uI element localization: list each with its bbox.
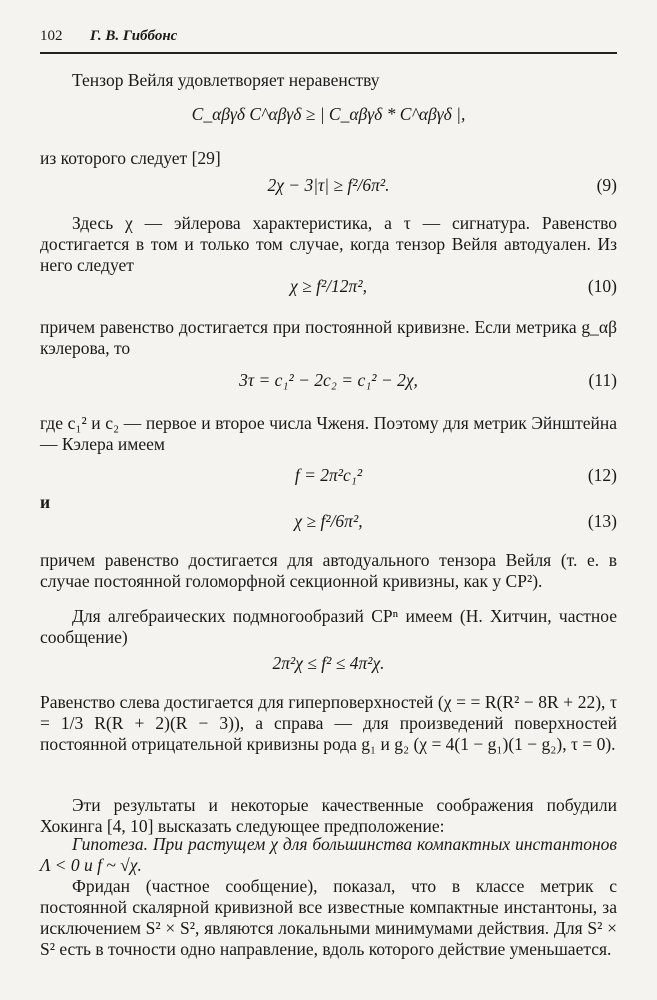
paragraph: Фридан (частное сообщение), показал, что в классе метрик с постоянной скалярной кривизной все известные компактные инстантоны, за исключением S² × S², являются локальными минимумами действия. Для S² × S² есть в точности одно направление, вдоль которого действие уменьшается. [40, 876, 617, 959]
equation-number: (9) [596, 175, 617, 195]
equation-12 [40, 465, 617, 489]
paragraph: где c₁² и c₂ — первое и второе числа Чженя. Поэтому для метрик Эйнштейна — Кэлера имеем [40, 413, 617, 454]
equation-10 [40, 276, 617, 300]
paragraph: Эти результаты и некоторые качественные соображения побудили Хокинга [4, 10] высказать следующее предположение: [40, 795, 617, 836]
equation-weyl [40, 104, 617, 128]
equation-formula: 2π²χ ≤ f² ≤ 4π²χ. [272, 653, 385, 673]
paragraph: причем равенство достигается при постоянной кривизне. Если метрика g_αβ кэлерова, то [40, 317, 617, 358]
equation-formula: χ ≥ f²/6π², [294, 511, 363, 531]
equation-number: (11) [588, 370, 617, 390]
paragraph: Для алгебраических подмногообразий CPⁿ имеем (Н. Хитчин, частное сообщение) [40, 606, 617, 647]
equation-formula: χ ≥ f²/12π², [290, 276, 367, 296]
running-author: Г. В. Гиббонс [90, 28, 178, 44]
paragraph: и [40, 492, 51, 512]
equation-formula: f = 2π²c₁² [294, 465, 363, 485]
equation-formula: 2χ − 3|τ| ≥ f²/6π². [267, 175, 390, 195]
paragraph: причем равенство достигается для автодуального тензора Вейля (т. е. в случае постоянной голоморфной секционной кривизны, как у CP²). [40, 550, 617, 591]
equation-formula: 3τ = c₁² − 2c₂ = c₁² − 2χ, [239, 370, 418, 390]
paragraph: из которого следует [29] [40, 148, 221, 168]
hypothesis-paragraph: Гипотеза. При растущем χ для большинства компактных инстантонов Λ < 0 и f ~ √χ. [40, 834, 617, 875]
paragraph: Равенство слева достигается для гиперповерхностей (χ = = R(R² − 8R + 22), τ = 1/3 R(R + 2)(R − 3)), а справа — для произведений поверхностей постоянной отрицательной кривизны рода g₁ и g₂ (χ = 4(1 − g₁)(1 − g₂), τ = 0). [40, 692, 617, 754]
equation-13 [40, 511, 617, 535]
paragraph: Тензор Вейля удовлетворяет неравенству [72, 70, 380, 90]
equation-formula: C_αβγδ C^αβγδ ≥ | C_αβγδ * C^αβγδ |, [191, 104, 466, 124]
running-header [40, 26, 617, 54]
equation-hitchin [40, 653, 617, 677]
paragraph: Здесь χ — эйлерова характеристика, а τ — сигнатура. Равенство достигается в том и только том случае, когда тензор Вейля автодуален. Из него следует [40, 213, 617, 275]
page-number: 102 [40, 28, 63, 44]
equation-number: (12) [587, 465, 617, 485]
equation-number: (13) [587, 511, 617, 531]
equation-number: (10) [587, 276, 617, 296]
equation-11 [40, 370, 617, 394]
equation-9 [40, 175, 617, 199]
